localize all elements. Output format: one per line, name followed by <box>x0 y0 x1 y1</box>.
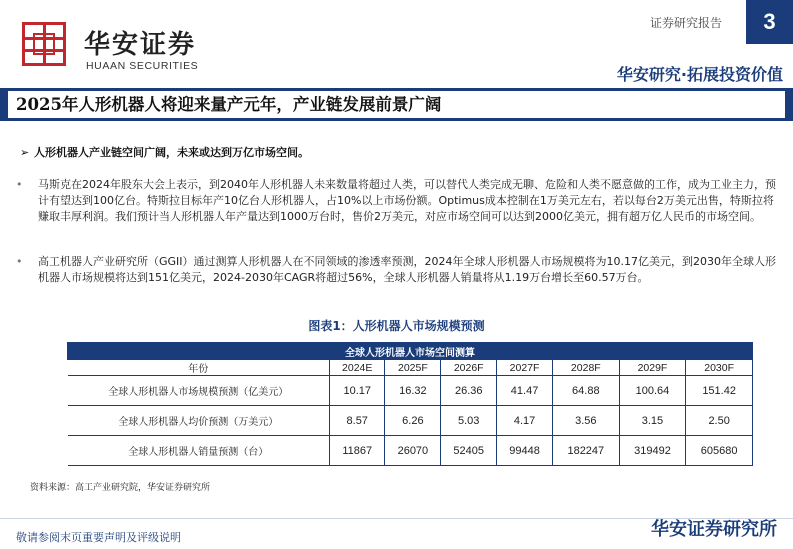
paragraph-text: 高工机器人产业研究所（GGII）通过测算人形机器人在不同领域的渗透率预测，2024年全球人形机器人市场规模将为10.17亿美元，到2030年全球人形机器人市场规模将达到151亿美元，2024-2030年CAGR将超过56%，全球人形机器人销量将从1.19万台增长至60.57万台。 <box>38 255 777 284</box>
table-cell: 26070 <box>385 436 441 466</box>
section-subheading <box>20 144 309 160</box>
paragraph <box>16 254 781 304</box>
table-cell: 2.50 <box>686 406 753 436</box>
paragraph <box>16 177 781 241</box>
table-cell: 3.56 <box>552 406 619 436</box>
brand-name-cn: 华安证券 <box>84 30 197 60</box>
footer-institute: 华安证券研究所 <box>651 519 777 540</box>
company-logo-icon <box>22 22 66 66</box>
market-forecast-table <box>67 342 753 466</box>
table-row <box>68 406 753 436</box>
table-header-row <box>68 360 753 376</box>
row-label: 全球人形机器人市场规模预测（亿美元） <box>68 376 330 406</box>
brand-name-en: HUAAN SECURITIES <box>86 60 199 72</box>
table-cell: 41.47 <box>497 376 553 406</box>
year-header: 年份 <box>68 360 330 376</box>
table-cell: 605680 <box>686 436 753 466</box>
table-cell: 8.57 <box>330 406 385 436</box>
figure-title: 图表1：人形机器人市场规模预测 <box>308 319 485 333</box>
table-cell: 5.03 <box>441 406 497 436</box>
table-cell: 52405 <box>441 436 497 466</box>
table-cell: 182247 <box>552 436 619 466</box>
table-cell: 10.17 <box>330 376 385 406</box>
table-row <box>68 376 753 406</box>
table-caption: 全球人形机器人市场空间测算 <box>68 343 753 360</box>
table-caption-row <box>68 343 753 360</box>
table-cell: 6.26 <box>385 406 441 436</box>
report-type-label: 证券研究报告 <box>650 16 723 30</box>
table-cell: 99448 <box>497 436 553 466</box>
table-cell: 151.42 <box>686 376 753 406</box>
source-note: 资料来源：高工产业研究院，华安证券研究所 <box>30 483 211 493</box>
page-number: 3 <box>746 0 793 44</box>
subheading-text: 人形机器人产业链空间广阔，未来或达到万亿市场空间。 <box>34 146 309 159</box>
arrow-bullet-icon: ➢ <box>20 146 30 159</box>
page-title: 2025年人形机器人将迎来量产元年，产业链发展前景广阔 <box>8 91 785 118</box>
year-cell: 2024E <box>330 360 385 376</box>
paragraph-text: 马斯克在2024年股东大会上表示，到2040年人形机器人未来数量将超过人类，可以替代人类完成无聊、危险和人类不愿意做的工作，成为工业主力，预计有望达到100亿台。特斯拉目标年产10亿台人形机器人，占10%以上市场份额。Optimus成本控制在1万美元左右，若以每台2万美元出售，特斯拉将赚取丰厚利润。我们预计当人形机器人年产量达到1000万台时，售价2万美元，对应市场空间可以达到2000亿美元，拥有超万亿人民币的市场空间。 <box>38 178 776 223</box>
table-cell: 4.17 <box>497 406 553 436</box>
row-label: 全球人形机器人销量预测（台） <box>68 436 330 466</box>
table-cell: 3.15 <box>619 406 686 436</box>
year-cell: 2030F <box>686 360 753 376</box>
table-cell: 319492 <box>619 436 686 466</box>
table-cell: 11867 <box>330 436 385 466</box>
year-cell: 2026F <box>441 360 497 376</box>
year-cell: 2029F <box>619 360 686 376</box>
bullet-icon: • <box>16 178 23 191</box>
year-cell: 2027F <box>497 360 553 376</box>
title-bar <box>0 88 793 121</box>
footer-disclaimer: 敬请参阅末页重要声明及评级说明 <box>16 531 181 544</box>
header-slogan: 华安研究·拓展投资价值 <box>616 65 783 84</box>
bullet-icon: • <box>16 255 23 268</box>
row-label: 全球人形机器人均价预测（万美元） <box>68 406 330 436</box>
table-row <box>68 436 753 466</box>
table-cell: 26.36 <box>441 376 497 406</box>
year-cell: 2028F <box>552 360 619 376</box>
table-cell: 100.64 <box>619 376 686 406</box>
table-cell: 64.88 <box>552 376 619 406</box>
table-cell: 16.32 <box>385 376 441 406</box>
year-cell: 2025F <box>385 360 441 376</box>
